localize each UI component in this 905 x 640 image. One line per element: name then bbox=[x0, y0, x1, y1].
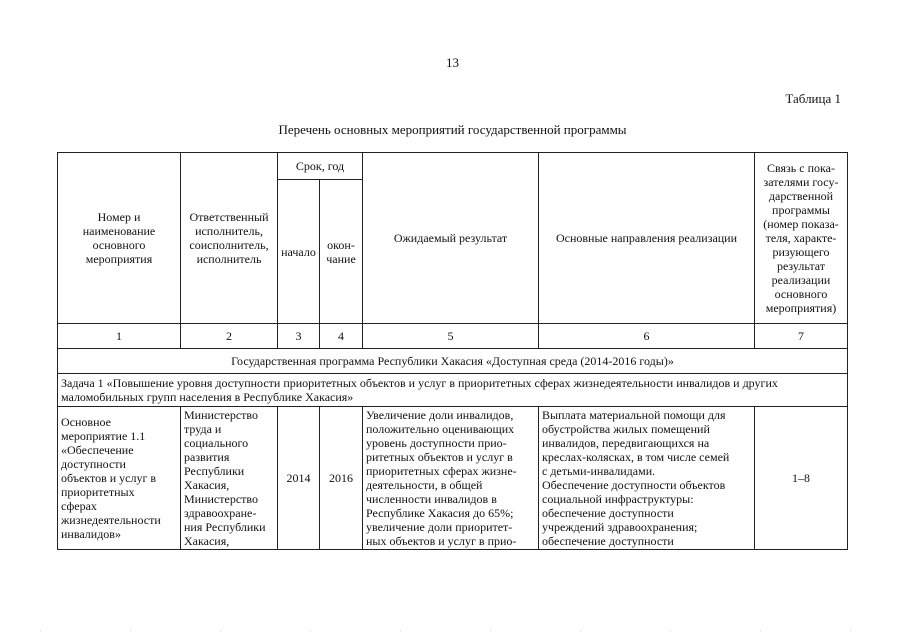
text-line: креслах-колясках, в том числе семей bbox=[542, 450, 730, 464]
text-line: Обеспечение доступности объектов bbox=[542, 478, 726, 492]
text-line: чание bbox=[326, 251, 356, 266]
text-line: Хакасия, bbox=[184, 478, 230, 492]
program-title-row: Государственная программа Республики Хакасия «Доступная среда (2014-2016 годы)» bbox=[58, 349, 848, 374]
text-line: жизнедеятельности bbox=[61, 513, 161, 527]
text-line: окон- bbox=[327, 237, 355, 252]
text-line: развития bbox=[184, 450, 230, 464]
expected-result-cell bbox=[363, 407, 539, 550]
text-line: Министерство bbox=[184, 408, 258, 422]
header-expected-result: Ожидаемый результат bbox=[363, 153, 539, 324]
text-line: основного bbox=[92, 238, 146, 252]
header-executor bbox=[181, 153, 278, 324]
text-line: реализации bbox=[771, 273, 831, 287]
activities-table bbox=[57, 152, 848, 550]
activity-name-cell bbox=[58, 407, 181, 550]
text-line: Задача 1 «Повышение уровня доступности приоритетных объектов и услуг в приоритетных сферах жизнедеятельности инвалидов и других bbox=[61, 376, 778, 390]
text-line: приоритетных bbox=[61, 485, 135, 499]
text-line: инвалидов, передвигающихся на bbox=[542, 436, 710, 450]
text-line: дарственной bbox=[768, 189, 834, 203]
table-label: Таблица 1 bbox=[785, 91, 841, 106]
text-line: мероприятия) bbox=[765, 301, 837, 315]
text-line: основного bbox=[774, 287, 828, 301]
text-line: численности инвалидов в bbox=[366, 492, 497, 506]
text-line: Республике Хакасия до 65%; bbox=[366, 506, 514, 520]
text-line: с детьми-инвалидами. bbox=[542, 464, 656, 478]
text-line: доступности bbox=[61, 457, 126, 471]
header-start: начало bbox=[278, 180, 320, 324]
text-line: увеличение доли приоритет- bbox=[366, 520, 513, 534]
text-line: Связь с пока- bbox=[767, 161, 835, 175]
header-term: Срок, год bbox=[278, 153, 363, 180]
text-line: обеспечение доступности bbox=[542, 534, 674, 548]
header-activity-name bbox=[58, 153, 181, 324]
text-line: уровень доступности прио- bbox=[366, 436, 507, 450]
text-line: инвалидов» bbox=[61, 527, 121, 541]
text-line: Выплата материальной помощи для bbox=[542, 408, 726, 422]
indicators-cell: 1–8 bbox=[755, 407, 848, 550]
text-line: ных объектов и услуг в прио- bbox=[366, 534, 517, 548]
task-row bbox=[58, 374, 848, 407]
table-row bbox=[58, 407, 848, 550]
text-line: зателями госу- bbox=[763, 175, 839, 189]
text-line: положительно оценивающих bbox=[366, 422, 515, 436]
text-line: Министерство bbox=[184, 492, 258, 506]
text-line: соисполнитель, bbox=[189, 238, 269, 252]
text-line: Основное bbox=[61, 415, 111, 429]
text-line: мероприятия bbox=[85, 252, 153, 266]
end-year-cell: 2016 bbox=[320, 407, 363, 550]
directions-cell bbox=[539, 407, 755, 550]
text-line: (номер показа- bbox=[763, 217, 839, 231]
column-number: 7 bbox=[755, 324, 848, 349]
text-line: социальной инфраструктуры: bbox=[542, 492, 694, 506]
header-directions: Основные направления реализации bbox=[539, 153, 755, 324]
page-number: 13 bbox=[446, 55, 459, 70]
text-line: объектов и услуг в bbox=[61, 471, 157, 485]
start-year-cell: 2014 bbox=[278, 407, 320, 550]
text-line: наименование bbox=[82, 224, 156, 238]
text-line: Республики bbox=[184, 464, 245, 478]
text-line: обустройства жилых помещений bbox=[542, 422, 710, 436]
text-line: «Обеспечение bbox=[61, 443, 134, 457]
text-line: ния Республики bbox=[184, 520, 266, 534]
text-line: программы bbox=[772, 203, 830, 217]
text-line: ризующего bbox=[772, 245, 830, 259]
text-line: Увеличение доли инвалидов, bbox=[366, 408, 514, 422]
text-line: исполнитель bbox=[196, 252, 262, 266]
text-line: социального bbox=[184, 436, 249, 450]
text-line: маломобильных групп населения в Республике Хакасия» bbox=[61, 390, 354, 404]
column-number: 3 bbox=[278, 324, 320, 349]
header-end bbox=[320, 180, 363, 324]
text-line: исполнитель, bbox=[195, 224, 263, 238]
column-number: 4 bbox=[320, 324, 363, 349]
document-title: Перечень основных мероприятий государственной программы bbox=[278, 122, 627, 137]
text-line: сферах bbox=[61, 499, 97, 513]
column-number: 6 bbox=[539, 324, 755, 349]
text-line: Хакасия, bbox=[184, 534, 230, 548]
header-indicator-link bbox=[755, 153, 848, 324]
text-line: Ответственный bbox=[189, 210, 269, 224]
text-line: теля, характе- bbox=[765, 231, 837, 245]
text-line: приоритетных сферах жизне- bbox=[366, 464, 517, 478]
column-numbers-row bbox=[58, 324, 848, 349]
text-line: труда и bbox=[184, 422, 222, 436]
text-line: Номер и bbox=[97, 210, 141, 224]
scan-artifact bbox=[0, 630, 905, 632]
text-line: обеспечение доступности bbox=[542, 506, 674, 520]
column-number: 5 bbox=[363, 324, 539, 349]
executor-cell bbox=[181, 407, 278, 550]
text-line: ритетных объектов и услуг в bbox=[366, 450, 513, 464]
text-line: результат bbox=[776, 259, 826, 273]
text-line: мероприятие 1.1 bbox=[61, 429, 146, 443]
column-number: 2 bbox=[181, 324, 278, 349]
text-line: учреждений здравоохранения; bbox=[542, 520, 698, 534]
text-line: здравоохране- bbox=[184, 506, 257, 520]
text-line: деятельности, в общей bbox=[366, 478, 483, 492]
column-number: 1 bbox=[58, 324, 181, 349]
